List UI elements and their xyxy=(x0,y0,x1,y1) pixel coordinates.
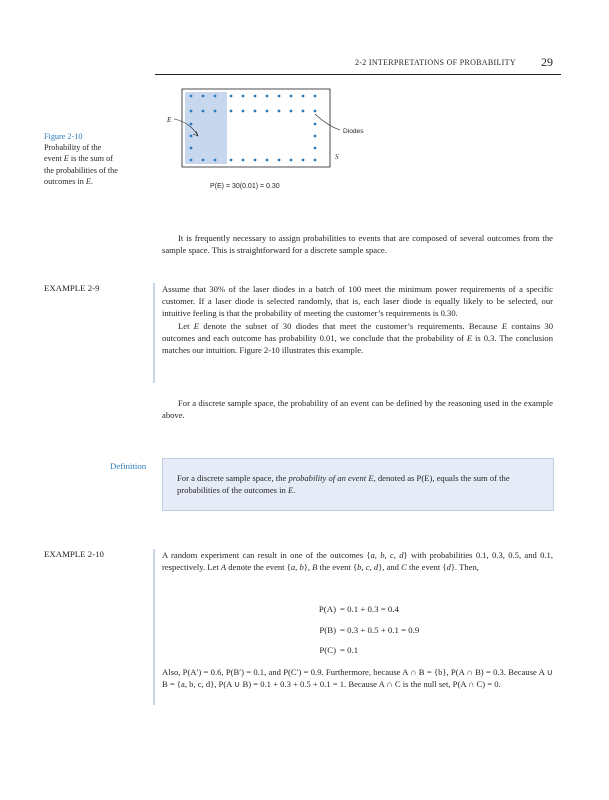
eq1-lhs: P(A) xyxy=(318,604,336,614)
header-rule xyxy=(155,74,561,75)
diode-dot xyxy=(290,110,293,113)
diode-dot xyxy=(242,95,245,98)
figure-formula: P(E) = 30(0.01) = 0.30 xyxy=(210,183,280,190)
example-2-10-bar xyxy=(153,549,155,705)
diode-dot xyxy=(290,159,293,162)
diode-dot xyxy=(190,110,193,113)
example-2-10-label: EXAMPLE 2-10 xyxy=(44,549,104,559)
diode-dot xyxy=(214,110,217,113)
diode-dot xyxy=(254,159,257,162)
diode-dot xyxy=(214,159,217,162)
diode-dot xyxy=(314,110,317,113)
diode-dot xyxy=(190,135,193,138)
example-2-9-p2: Let E denote the subset of 30 diodes that meet the customer’s requirements. Because E contains 30 outcomes and each outcome has probability 0.01, we conclude that the probability of E is 0.3. The conclusion matches our intuition. Figure 2-10 illustrates this example. xyxy=(162,320,553,356)
diode-dot xyxy=(314,135,317,138)
example-2-9-bar xyxy=(153,283,155,383)
diode-dot xyxy=(190,123,193,126)
diode-dot xyxy=(202,95,205,98)
page-number: 29 xyxy=(541,55,553,69)
diode-dot xyxy=(214,95,217,98)
diode-dot xyxy=(230,110,233,113)
diode-dot xyxy=(190,95,193,98)
diode-dot xyxy=(314,159,317,162)
example-2-9-p1: Assume that 30% of the laser diodes in a batch of 100 meet the minimum power requirements of a specific customer. If a laser diode is selected randomly, that is, each laser diode is equally likely to be selected, our intuitive feeling is that the probability of meeting the customer’s requirements is 0.30. xyxy=(162,284,553,319)
diode-dot xyxy=(302,110,305,113)
diode-dot xyxy=(242,110,245,113)
diode-dot xyxy=(266,159,269,162)
diode-dot xyxy=(278,95,281,98)
definition-text: For a discrete sample space, the probability of an event E, denoted as P(E), equals the sum of the probabilities of the outcomes in E. xyxy=(177,473,510,496)
eq1-rhs: = 0.1 + 0.3 = 0.4 xyxy=(340,604,399,614)
diode-dot xyxy=(254,110,257,113)
definition-label: Definition xyxy=(110,461,147,471)
figure-caption-text: Probability of the event E is the sum of the probabilities of the outcomes in E. xyxy=(44,143,118,186)
figure-caption xyxy=(44,131,162,187)
diode-dot xyxy=(266,110,269,113)
diode-dot xyxy=(190,159,193,162)
running-head: 2-2 INTERPRETATIONS OF PROBABILITY xyxy=(355,58,516,67)
diode-dot xyxy=(302,95,305,98)
event-e-region xyxy=(185,92,227,164)
eq2-lhs: P(B) xyxy=(319,625,336,635)
after-example-paragraph: For a discrete sample space, the probability of an event can be defined by the reasoning used in the example above. xyxy=(162,398,553,421)
figure-caption-title: Figure 2-10 xyxy=(44,132,83,141)
label-diodes: Diodes xyxy=(343,128,364,135)
diode-dot xyxy=(278,110,281,113)
eq2-rhs: = 0.3 + 0.5 + 0.1 = 0.9 xyxy=(340,625,420,635)
diode-dot xyxy=(314,123,317,126)
diode-dot xyxy=(278,159,281,162)
diode-dot xyxy=(302,159,305,162)
example-2-9-label: EXAMPLE 2-9 xyxy=(44,283,100,293)
intro-paragraph: It is frequently necessary to assign probabilities to events that are composed of several outcomes from the sample space. This is straightforward for a discrete sample space. xyxy=(162,233,553,256)
diode-dot xyxy=(230,159,233,162)
eq3-rhs: = 0.1 xyxy=(340,645,359,655)
diode-dot xyxy=(202,110,205,113)
definition-box xyxy=(162,458,554,511)
diode-dot xyxy=(254,95,257,98)
example-2-10-p2: Also, P(A′) = 0.6, P(B′) = 0.1, and P(C′) = 0.9. Furthermore, because A ∩ B = {b}, P(A ∩ B) = 0.3. Because A ∪ B = {a, b, c, d}, P(A ∪ B) = 0.1 + 0.3 + 0.5 + 0.1 = 1. Because A ∩ C is the null set, P(A ∩ C) = 0. xyxy=(162,667,553,690)
diode-dot xyxy=(290,95,293,98)
diode-dot xyxy=(190,147,193,150)
diode-dot xyxy=(314,95,317,98)
label-e: E xyxy=(167,116,172,124)
diode-dot xyxy=(230,95,233,98)
eq3-lhs: P(C) xyxy=(319,645,336,655)
diode-dot xyxy=(202,159,205,162)
example-2-10-p1: A random experiment can result in one of the outcomes {a, b, c, d} with probabilities 0.1, 0.3, 0.5, and 0.1, respectively. Let A denote the event {a, b}, B the event {b, c, d}, and C the event {d}. Then, xyxy=(162,550,553,573)
diode-dot xyxy=(242,159,245,162)
figure-2-10-diagram xyxy=(160,84,380,194)
example-2-9-body xyxy=(162,283,553,356)
label-s: S xyxy=(335,153,339,161)
diode-dot xyxy=(314,147,317,150)
diode-dot xyxy=(266,95,269,98)
